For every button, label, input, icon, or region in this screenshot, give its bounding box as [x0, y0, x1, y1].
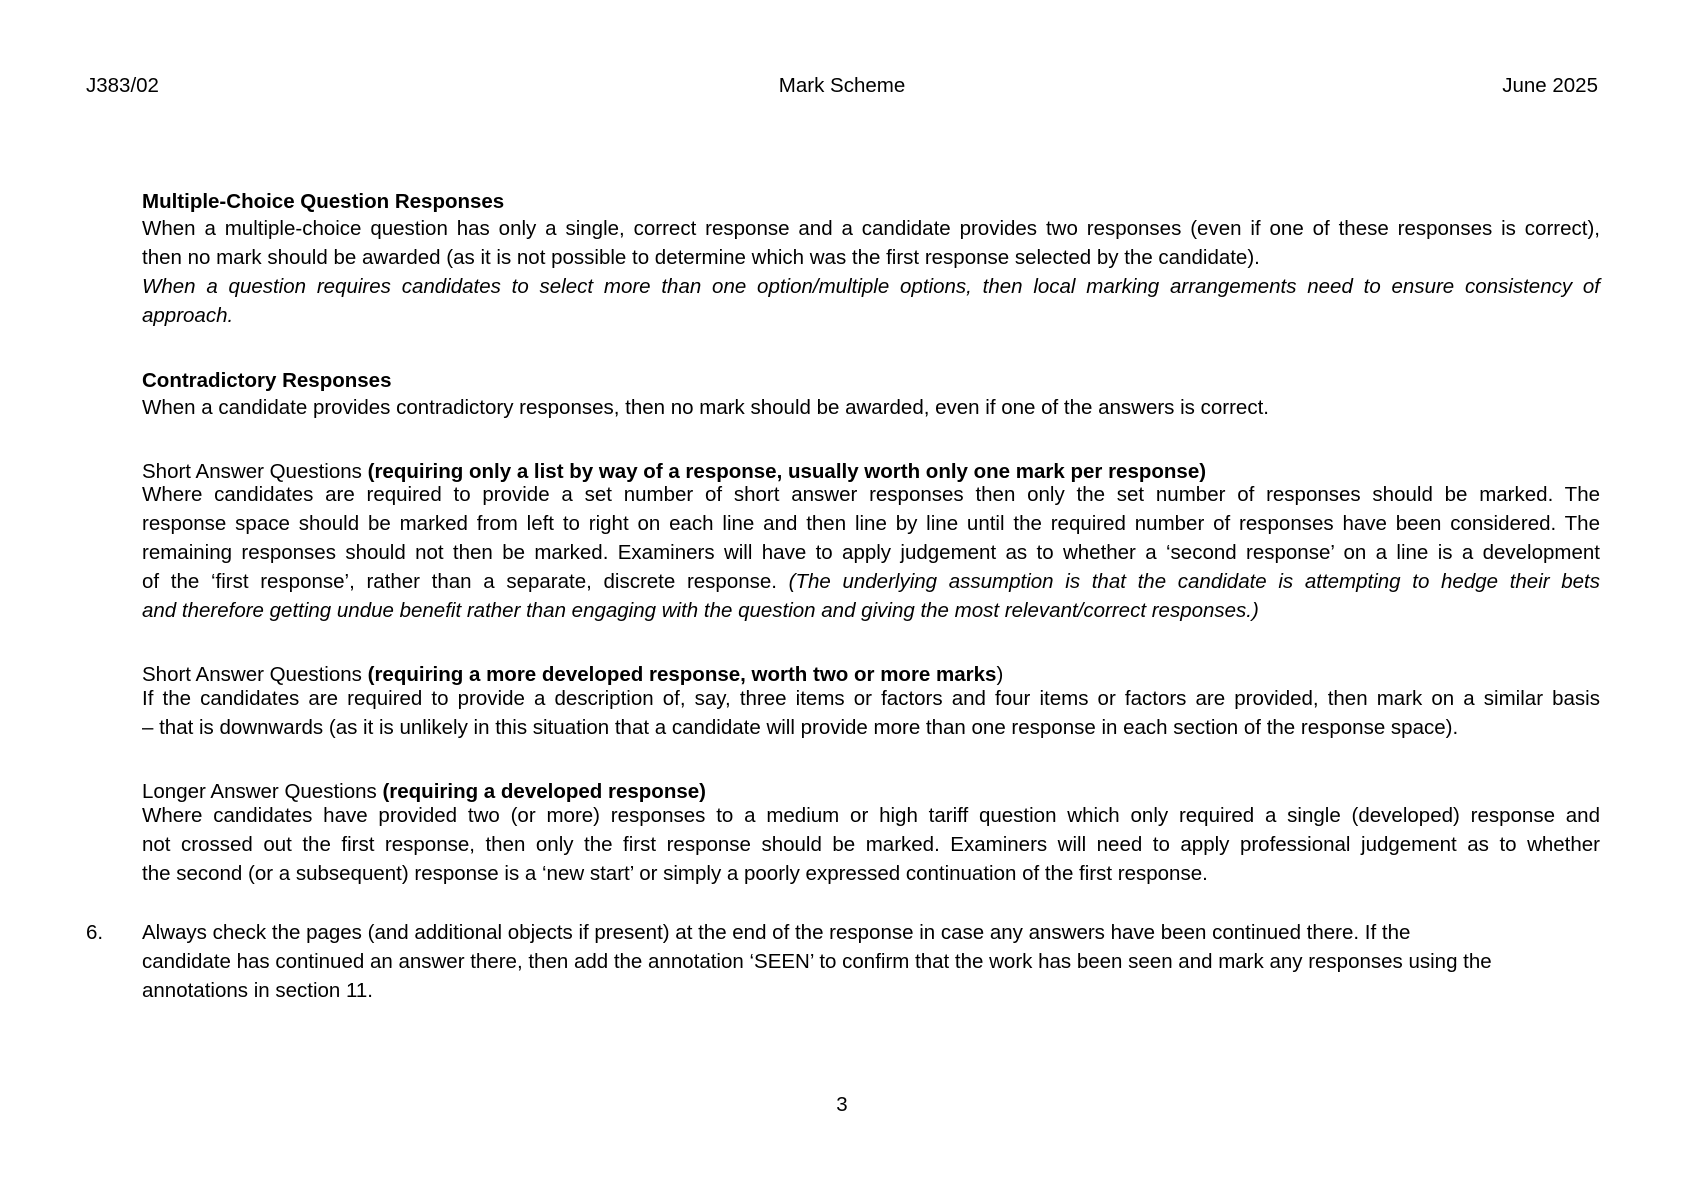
- heading-qualifier: (requiring a developed response): [382, 780, 706, 803]
- paragraph-line: the second (or a subsequent) response is a ‘new start’ or simply a poorly expressed continuation of the first response.: [142, 862, 1208, 885]
- paragraph-line: candidate has continued an answer there, then add the annotation ‘SEEN’ to confirm that the work has been seen and mark any responses using the: [142, 950, 1492, 973]
- paragraph-line: then no mark should be awarded (as it is not possible to determine which was the first response selected by the candidate).: [142, 246, 1260, 269]
- section-heading: [142, 663, 1600, 687]
- heading-label: Short Answer Questions: [142, 460, 368, 483]
- paragraph-line: not crossed out the first response, then only the first response should be marked. Examiners will need to apply professional judgement as to whether: [142, 833, 1600, 856]
- exam-date: June 2025: [1502, 74, 1598, 97]
- paragraph-line: [142, 570, 1600, 594]
- section-heading: Contradictory Responses: [142, 369, 392, 392]
- paragraph-line: Where candidates have provided two (or more) responses to a medium or high tariff question which only required a single (developed) response and: [142, 804, 1600, 827]
- paragraph-line-italic: approach.: [142, 304, 234, 327]
- paragraph-line: Always check the pages (and additional objects if present) at the end of the response in case any answers have been continued there. If the: [142, 921, 1411, 944]
- paragraph-line: If the candidates are required to provide a description of, say, three items or factors and four items or factors are provided, then mark on a similar basis: [142, 687, 1600, 710]
- section-heading: [142, 780, 1600, 804]
- item-number: 6.: [86, 921, 104, 944]
- paragraph-line: – that is downwards (as it is unlikely in this situation that a candidate will provide more than one response in each section of the response space).: [142, 716, 1459, 739]
- heading-qualifier: (requiring a more developed response, worth two or more marks: [367, 663, 997, 686]
- paragraph-line: Where candidates are required to provide a set number of short answer responses then only the set number of responses should be marked. The: [142, 483, 1600, 506]
- paragraph-line: When a multiple-choice question has only a single, correct response and a candidate provides two responses (even if one of these responses is correct),: [142, 217, 1600, 240]
- page-number: 3: [836, 1093, 848, 1116]
- section-heading: Multiple-Choice Question Responses: [142, 190, 505, 213]
- line-text-italic: (The underlying assumption is that the candidate is attempting to hedge their bets: [788, 570, 1600, 593]
- paragraph-line-italic: When a question requires candidates to select more than one option/multiple options, then local marking arrangements need to ensure consistency of: [142, 275, 1600, 298]
- paragraph-line: annotations in section 11.: [142, 979, 373, 1002]
- line-text: of the ‘first response’, rather than a separate, discrete response.: [142, 570, 789, 593]
- paragraph-line: When a candidate provides contradictory responses, then no mark should be awarded, even if one of the answers is correct.: [142, 396, 1269, 419]
- heading-label: Longer Answer Questions: [142, 780, 383, 803]
- section-heading: [142, 460, 1600, 484]
- paragraph-line-italic: and therefore getting undue benefit rather than engaging with the question and giving the most relevant/correct responses.): [142, 599, 1259, 622]
- document-title: Mark Scheme: [778, 74, 906, 97]
- exam-code: J383/02: [86, 74, 159, 97]
- paragraph-line: response space should be marked from left to right on each line and then line by line until the required number of responses have been considered. The: [142, 512, 1600, 535]
- heading-label: Short Answer Questions: [142, 663, 368, 686]
- heading-tail: ): [996, 663, 1004, 686]
- paragraph-line: remaining responses should not then be marked. Examiners will have to apply judgement as to whether a ‘second response’ on a line is a development: [142, 541, 1600, 564]
- heading-qualifier: (requiring only a list by way of a response, usually worth only one mark per response): [367, 460, 1207, 483]
